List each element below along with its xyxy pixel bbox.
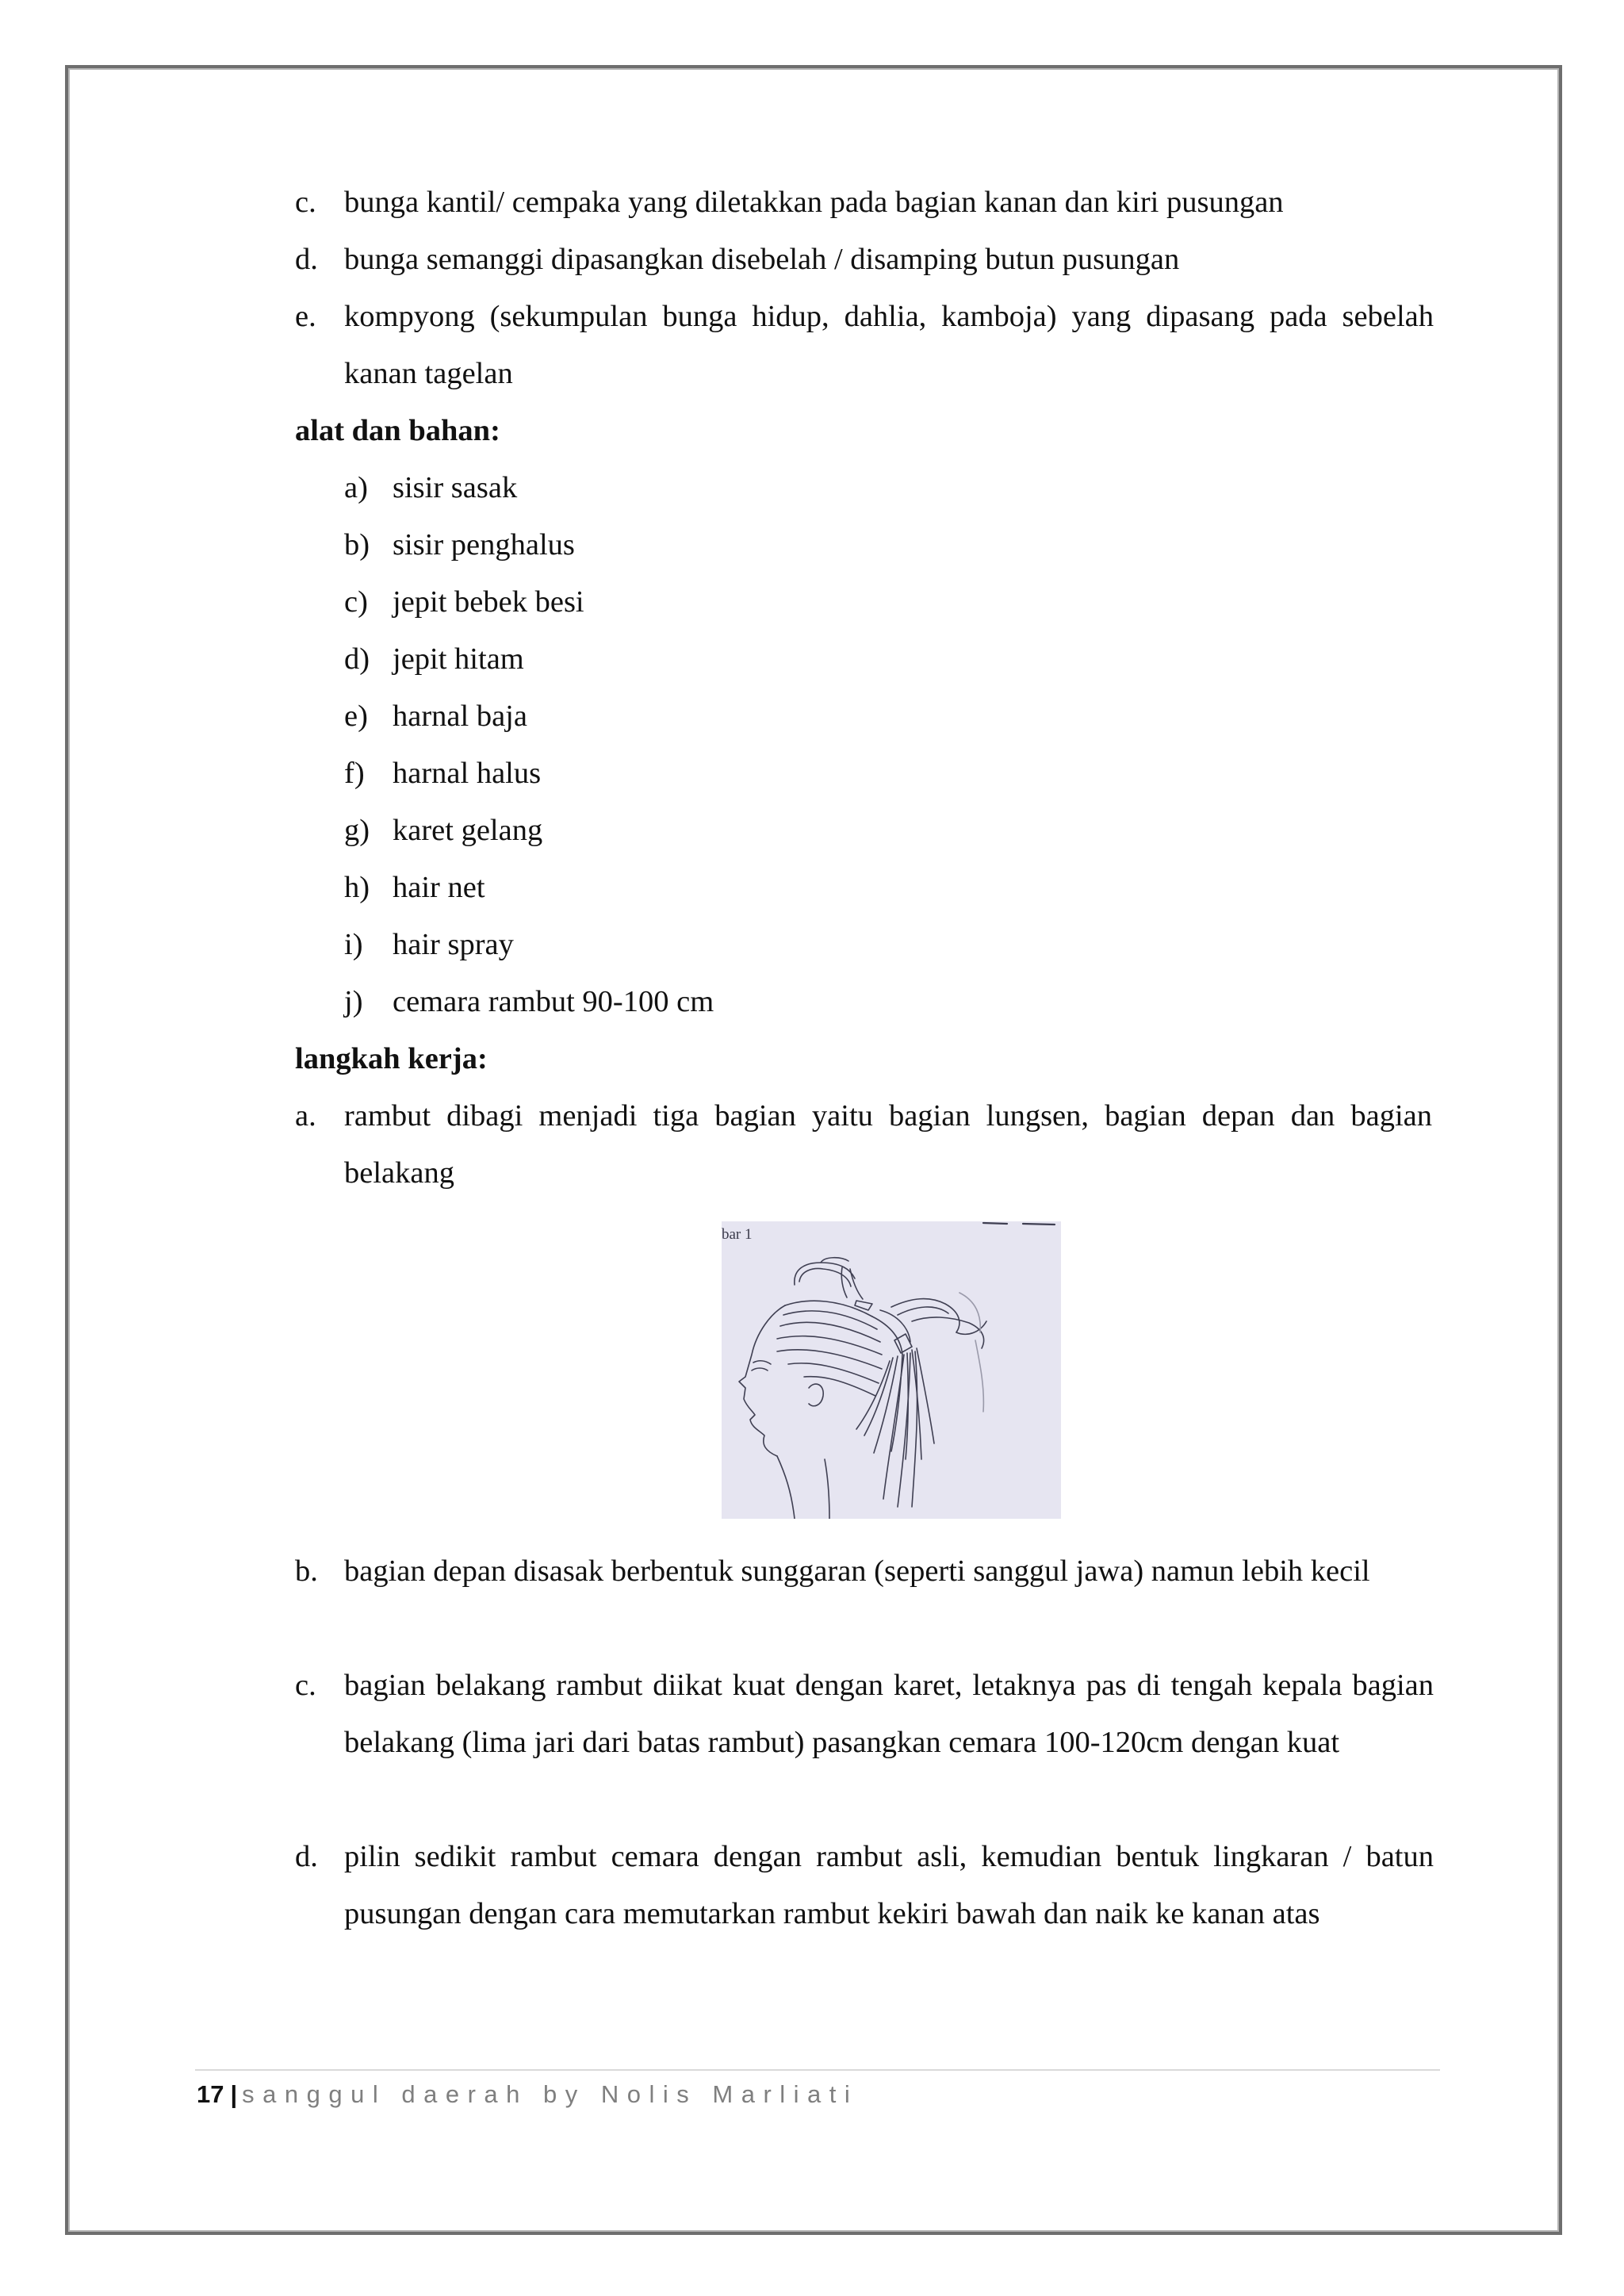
- list-text: rambut dibagi menjadi tiga bagian yaitu bagian lungsen, bagian depan dan bagian belakang: [344, 1099, 1432, 1190]
- list-label: b.: [295, 1554, 318, 1588]
- list-label: d.: [295, 1840, 318, 1873]
- list-label: h): [344, 871, 370, 904]
- page-number: 17: [197, 2080, 224, 2108]
- tools-heading: alat dan bahan:: [295, 414, 500, 447]
- hair-sketch-illustration-icon: [722, 1221, 1061, 1519]
- list-text: jepit hitam: [393, 642, 524, 676]
- list-text: hair net: [393, 871, 485, 904]
- list-label: b): [344, 528, 370, 562]
- list-text: hair spray: [393, 928, 514, 961]
- list-label: c): [344, 585, 368, 619]
- page-footer: [197, 2082, 858, 2106]
- list-label: g): [344, 814, 370, 847]
- hair-sketch-figure: [722, 1221, 1061, 1519]
- list-label: d): [344, 642, 370, 676]
- footer-divider: [195, 2069, 1440, 2071]
- footer-title: sanggul daerah by Nolis Marliati: [242, 2080, 859, 2108]
- list-text: bunga kantil/ cempaka yang diletakkan pada bagian kanan dan kiri pusungan: [344, 186, 1284, 219]
- list-label: d.: [295, 243, 318, 276]
- list-text: bunga semanggi dipasangkan disebelah / disamping butun pusungan: [344, 243, 1180, 276]
- list-text: harnal baja: [393, 700, 527, 733]
- steps-heading: langkah kerja:: [295, 1042, 488, 1075]
- list-text: harnal halus: [393, 757, 542, 790]
- figure-caption: bar 1: [722, 1226, 753, 1243]
- list-text: sisir penghalus: [393, 528, 575, 562]
- list-text: kompyong (sekumpulan bunga hidup, dahlia, kamboja) yang dipasang pada sebelah kanan tagelan: [344, 300, 1434, 390]
- list-text: pilin sedikit rambut cemara dengan rambut asli, kemudian bentuk lingkaran / batun pusungan dengan cara memutarkan rambut kekiri bawah dan naik ke kanan atas: [344, 1840, 1434, 1930]
- footer-separator: |: [230, 2080, 238, 2108]
- list-label: i): [344, 928, 363, 961]
- list-text: bagian depan disasak berbentuk sunggaran (seperti sanggul jawa) namun lebih kecil: [344, 1554, 1370, 1588]
- list-label: f): [344, 757, 365, 790]
- list-text: karet gelang: [393, 814, 543, 847]
- list-label: j): [344, 985, 363, 1018]
- list-label: e): [344, 700, 368, 733]
- list-label: a.: [295, 1099, 316, 1133]
- list-label: e.: [295, 300, 316, 333]
- list-label: a): [344, 471, 368, 504]
- list-text: bagian belakang rambut diikat kuat dengan karet, letaknya pas di tengah kepala bagian belakang (lima jari dari batas rambut) pasangkan cemara 100-120cm dengan kuat: [344, 1669, 1434, 1759]
- list-label: c.: [295, 186, 316, 219]
- list-label: c.: [295, 1669, 316, 1702]
- list-text: sisir sasak: [393, 471, 518, 504]
- list-text: jepit bebek besi: [393, 585, 584, 619]
- list-text: cemara rambut 90-100 cm: [393, 985, 714, 1018]
